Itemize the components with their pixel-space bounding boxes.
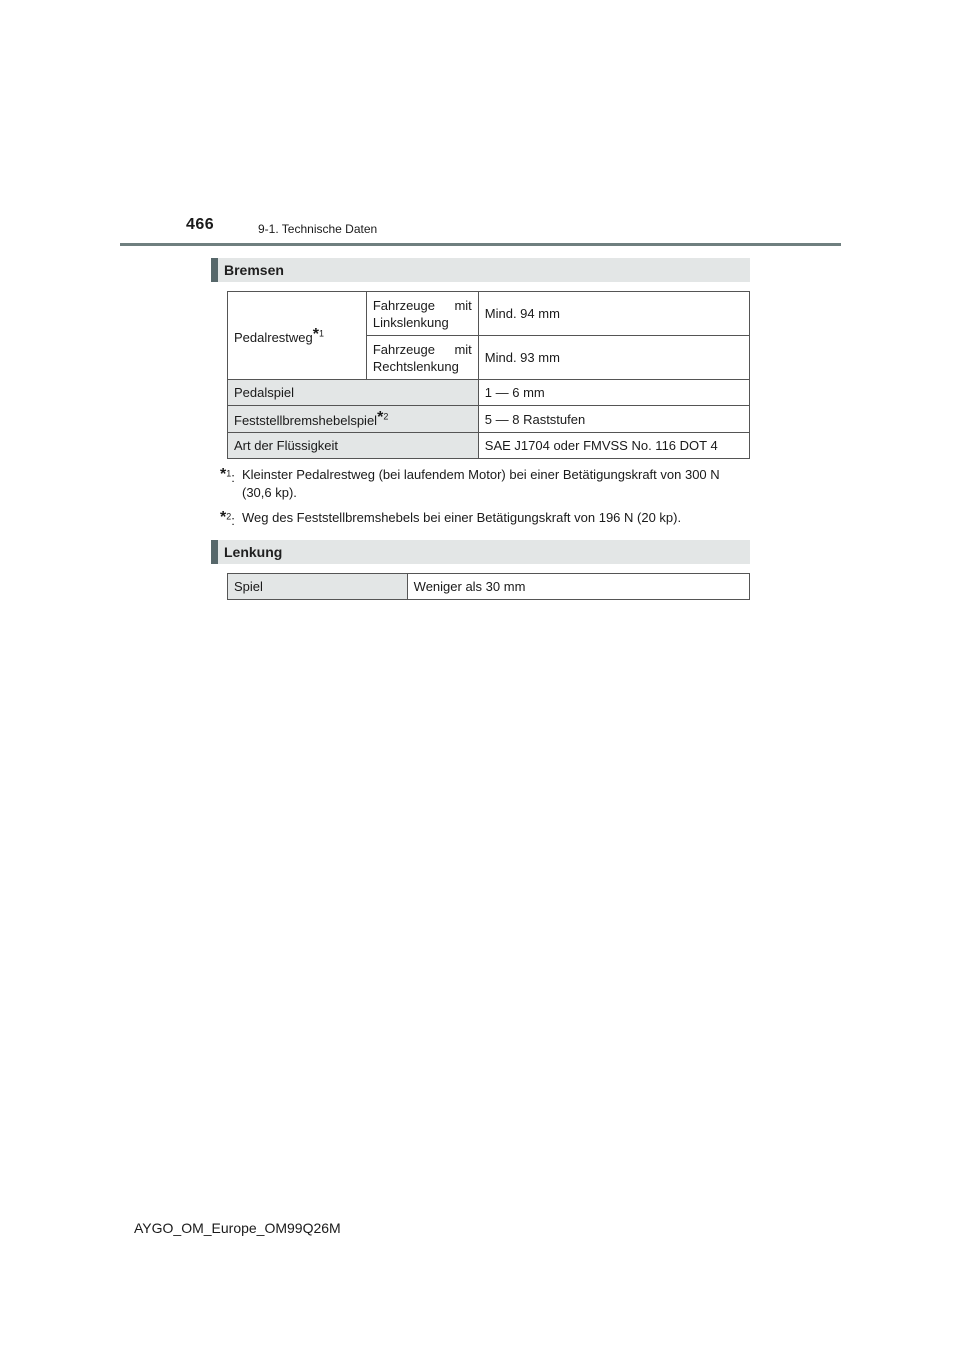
footnote-ref: 1 xyxy=(319,328,325,339)
footnote-2 xyxy=(220,509,750,527)
footnote-2-marker: *$^2$: xyxy=(220,509,235,528)
variant-label: Fahrzeuge mit Rechtslenkung xyxy=(372,341,472,374)
row-value: 5 — 8 Raststufen xyxy=(484,411,586,427)
table-row xyxy=(228,574,750,600)
variant-value-cell xyxy=(478,336,749,380)
pedalrestweg-label-cell xyxy=(228,292,367,380)
pedalrestweg-label: Pedalrestweg xyxy=(234,329,313,345)
row-label: Feststellbremshebelspiel xyxy=(234,413,378,428)
variant-label-cell xyxy=(366,336,478,380)
row-label: Art der Flüssigkeit xyxy=(234,438,339,453)
row-value-cell xyxy=(478,406,749,433)
row-label-cell xyxy=(228,406,479,433)
footnote-1-marker: *$^1$: xyxy=(220,466,235,485)
variant-value: Mind. 94 mm xyxy=(484,306,560,321)
row-label: Pedalspiel xyxy=(234,385,294,400)
footnote-1 xyxy=(220,466,750,502)
lenkung-table xyxy=(227,573,750,600)
row-value: SAE J1704 oder FMVSS No. 116 DOT 4 xyxy=(484,438,718,453)
table-row xyxy=(228,433,750,459)
footnote-2-text: Weg des Feststellbremshebels bei einer Betätigungskraft von 196 N (20 kp). xyxy=(242,510,682,525)
variant-value: Mind. 93 mm xyxy=(484,350,560,365)
row-label: Spiel xyxy=(234,579,263,594)
footnote-1-text: Kleinster Pedalrestweg (bei laufendem Motor) bei einer Betätigungskraft von 300 N (30,6 kp). xyxy=(242,467,720,500)
footnote-marker: * xyxy=(312,325,320,343)
variant-value-cell xyxy=(478,292,749,336)
header-rule xyxy=(120,243,841,246)
footnote-marker: * xyxy=(377,409,384,426)
footnote-ref: 2 xyxy=(383,411,389,422)
footer-doc-id: AYGO_OM_Europe_OM99Q26M xyxy=(134,1220,341,1236)
row-label-cell xyxy=(228,433,479,459)
row-value-cell xyxy=(478,433,749,459)
section-title: 9-1. Technische Daten xyxy=(258,222,378,236)
row-label-cell xyxy=(228,380,479,406)
bremsen-title: Bremsen xyxy=(224,262,284,278)
lenkung-heading xyxy=(211,540,750,564)
variant-label-cell xyxy=(366,292,478,336)
row-value-cell xyxy=(478,380,749,406)
row-value: Weniger als 30 mm xyxy=(413,579,526,594)
row-label-cell xyxy=(228,574,408,600)
row-value-cell xyxy=(407,574,749,600)
table-row xyxy=(228,406,750,433)
lenkung-title: Lenkung xyxy=(224,544,283,560)
row-value: 1 — 6 mm xyxy=(484,385,545,400)
page-number: 466 xyxy=(186,216,215,233)
bremsen-table xyxy=(227,291,750,459)
variant-label: Fahrzeuge mit Linkslenkung xyxy=(372,297,472,330)
table-row xyxy=(228,380,750,406)
bremsen-heading xyxy=(211,258,750,282)
